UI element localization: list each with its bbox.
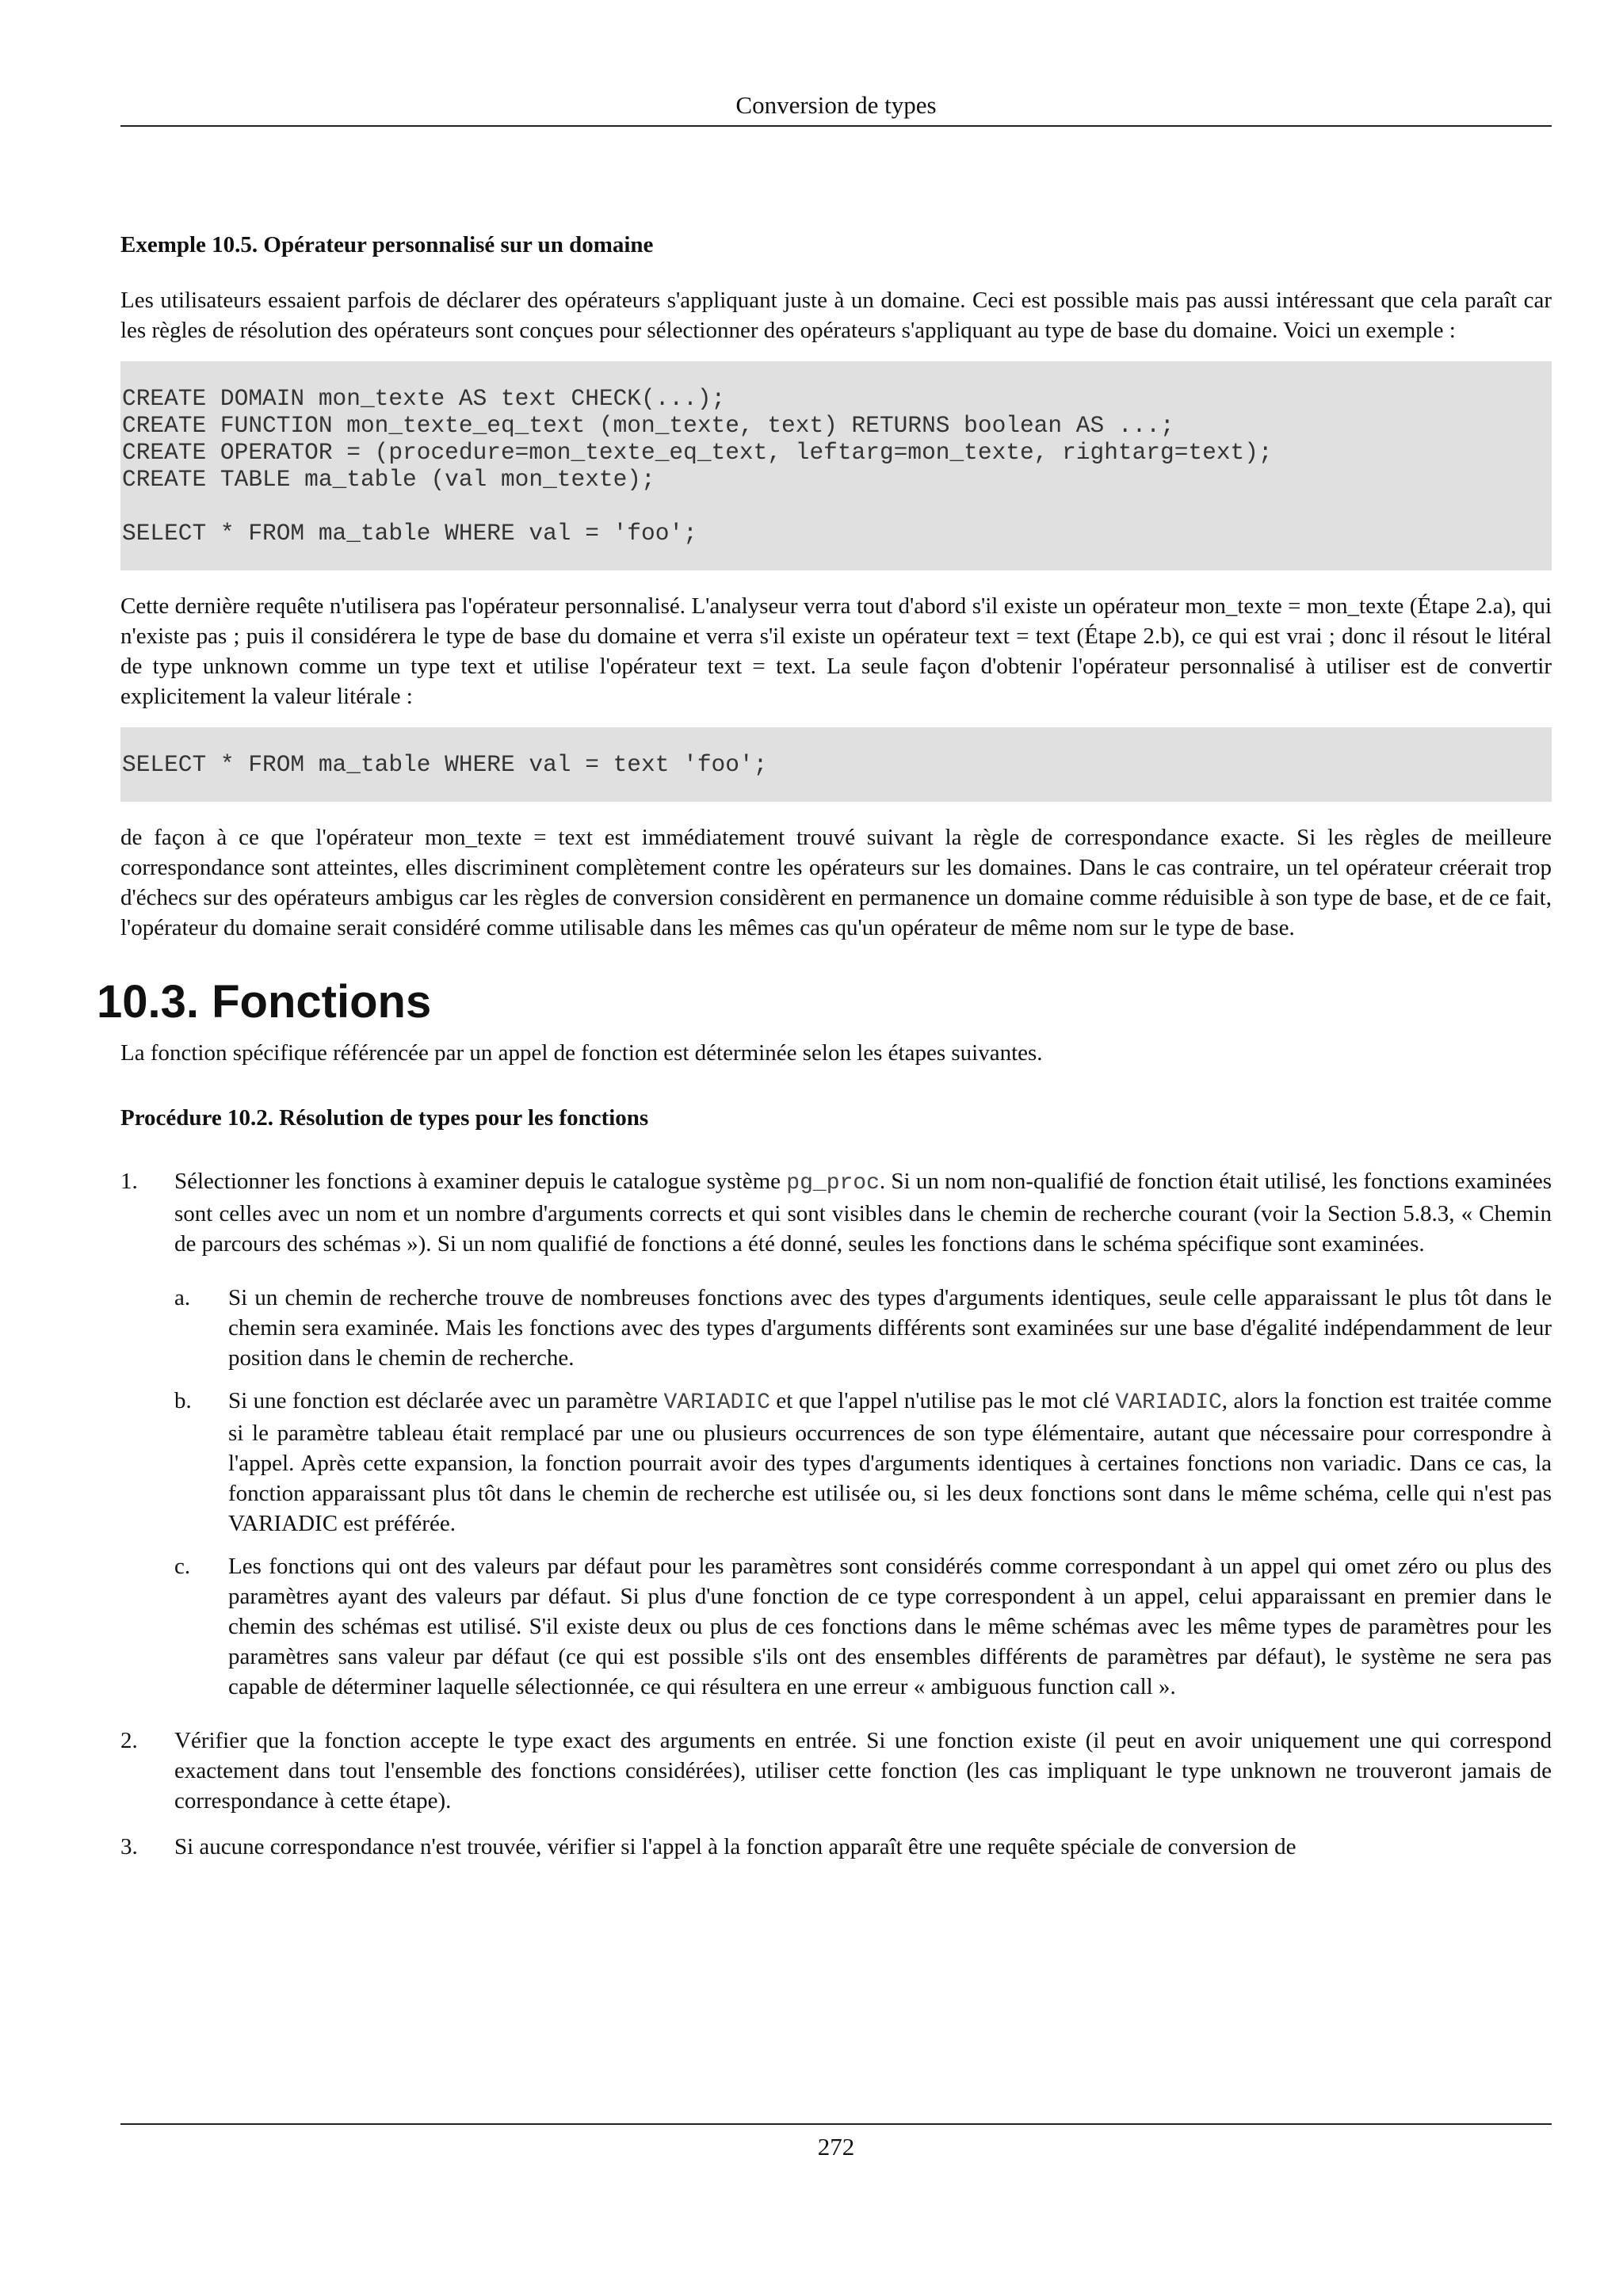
substep-a — [174, 1283, 1552, 1373]
step-1 — [120, 1166, 1552, 1702]
substep-letter: a. — [174, 1285, 191, 1310]
section-title: 10.3. Fonctions — [97, 976, 432, 1028]
code-line: CREATE FUNCTION mon_texte_eq_text (mon_texte, text) RETURNS boolean AS ...; — [122, 412, 1174, 439]
inline-code: VARIADIC — [1115, 1390, 1222, 1415]
code-line: CREATE OPERATOR = (procedure=mon_texte_eq_text, leftarg=mon_texte, rightarg=text); — [122, 439, 1273, 466]
example-paragraph-3: de façon à ce que l'opérateur mon_texte = text est immédiatement trouvé suivant la règle de correspondance exacte. Si les règles de meilleure correspondance sont atteintes, elles discriminent complètement contre les opérateurs sur les domaines. Dans le cas contraire, un tel opérateur créerait trop d'échecs sur des opérateurs ambigus car les règles de conversion considèrent en permanence un domaine comme réduisible à son type de base, et de ce fait, l'opérateur du domaine serait considéré comme utilisable dans les mêmes cas qu'un opérateur de même nom sur le type de base. — [120, 825, 1552, 940]
procedure-steps — [120, 1166, 1552, 1862]
inline-code: VARIADIC — [663, 1390, 770, 1415]
code-line: CREATE DOMAIN mon_texte AS text CHECK(...); — [122, 385, 726, 412]
step-2 — [120, 1726, 1552, 1816]
page-number: 272 — [120, 2123, 1552, 2163]
example-title: Exemple 10.5. Opérateur personnalisé sur un domaine — [120, 232, 654, 257]
example-paragraph-1: Les utilisateurs essaient parfois de déclarer des opérateurs s'appliquant juste à un domaine. Ceci est possible mais pas aussi intéressant que cela paraît car les règles de résolution des opérateurs sont conçues pour sélectionner des opérateurs s'appliquant au type de base du domaine. Voici un exemple : — [120, 288, 1552, 343]
substep-c — [174, 1551, 1552, 1702]
page-content — [97, 230, 1552, 1878]
page-header: Conversion de types — [120, 89, 1552, 127]
section-intro: La fonction spécifique référencée par un appel de fonction est déterminée selon les étapes suivantes. — [120, 1040, 1043, 1066]
step-number: 2. — [120, 1728, 138, 1753]
code-line: SELECT * FROM ma_table WHERE val = text 'foo'; — [122, 751, 768, 778]
substep-letter: c. — [174, 1554, 191, 1579]
code-line: CREATE TABLE ma_table (val mon_texte); — [122, 466, 655, 493]
code-line: SELECT * FROM ma_table WHERE val = 'foo'; — [122, 520, 697, 547]
substep-letter: b. — [174, 1388, 192, 1413]
substep-b — [174, 1386, 1552, 1539]
step-number: 1. — [120, 1169, 138, 1194]
step-number: 3. — [120, 1834, 138, 1859]
step-text: Si aucune correspondance n'est trouvée, vérifier si l'appel à la fonction apparaît être une requête spéciale de conversion de — [174, 1834, 1296, 1859]
substep-text: Les fonctions qui ont des valeurs par défaut pour les paramètres sont considérés comme correspondant à un appel qui omet zéro ou plus des paramètres ayant des valeurs par défaut. Si plus d'une fonction de ce type correspondent à un appel, celui apparaissant en premier dans le chemin des schémas est utilisé. S'il existe deux ou plus de ces fonctions dans le même schémas avec les même types de paramètres pour les paramètres sans valeur par défaut (ce qui est possible s'ils ont des ensembles différents de paramètres par défaut), le système ne sera pas capable de déterminer laquelle sélectionnée, ce qui résultera en une erreur « ambiguous function call ». — [228, 1554, 1552, 1699]
substep-text: Si une fonction est déclarée avec un paramètre VARIADIC et que l'appel n'utilise pas le mot clé VARIADIC, alors la fonction est traitée comme si le paramètre tableau était remplacé par une ou plusieurs occurrences de son type élémentaire, autant que nécessaire pour correspondre à l'appel. Après cette expansion, la fonction pourrait avoir des types d'arguments identiques à certaines fonctions non variadic. Dans ce cas, la fonction apparaissant plus tôt dans le chemin de recherche est utilisée ou, si les deux fonctions sont dans le même schéma, celle qui n'est pas VARIADIC est préférée. — [228, 1388, 1552, 1536]
step-text: Vérifier que la fonction accepte le type exact des arguments en entrée. Si une fonction existe (il peut en avoir uniquement une qui correspond exactement dans tout l'ensemble des fonctions considérées), utiliser cette fonction (les cas impliquant le type unknown ne trouveront jamais de correspondance à cette étape). — [174, 1728, 1552, 1814]
substep-text: Si un chemin de recherche trouve de nombreuses fonctions avec des types d'arguments identiques, seule celle apparaissant le plus tôt dans le chemin sera examinée. Mais les fonctions avec des types d'arguments différents sont examinées sur une base d'égalité indépendamment de leur position dans le chemin de recherche. — [228, 1285, 1552, 1371]
example-paragraph-2: Cette dernière requête n'utilisera pas l'opérateur personnalisé. L'analyseur verra tout d'abord s'il existe un opérateur mon_texte = mon_texte (Étape 2.a), qui n'existe pas ; puis il considérera le type de base du domaine et verra s'il existe un opérateur text = text (Étape 2.b), ce qui est vrai ; donc il résout le litéral de type unknown comme un type text et utilise l'opérateur text = text. La seule façon d'obtenir l'opérateur personnalisé à utiliser est de convertir explicitement la valeur litérale : — [120, 593, 1552, 709]
substeps — [174, 1283, 1552, 1702]
step-3 — [120, 1832, 1552, 1862]
inline-code: pg_proc — [786, 1171, 880, 1196]
procedure-title: Procédure 10.2. Résolution de types pour les fonctions — [120, 1105, 649, 1131]
code-block-1 — [120, 361, 1552, 570]
code-block-2 — [120, 727, 1552, 802]
step-text: Sélectionner les fonctions à examiner depuis le catalogue système pg_proc. Si un nom non-qualifié de fonction était utilisé, les fonctions examinées sont celles avec un nom et un nombre d'arguments corrects et qui sont visibles dans le chemin de recherche courant (voir la Section 5.8.3, « Chemin de parcours des schémas »). Si un nom qualifié de fonctions a été donné, seules les fonctions dans le schéma spécifique sont examinées. — [174, 1169, 1552, 1257]
